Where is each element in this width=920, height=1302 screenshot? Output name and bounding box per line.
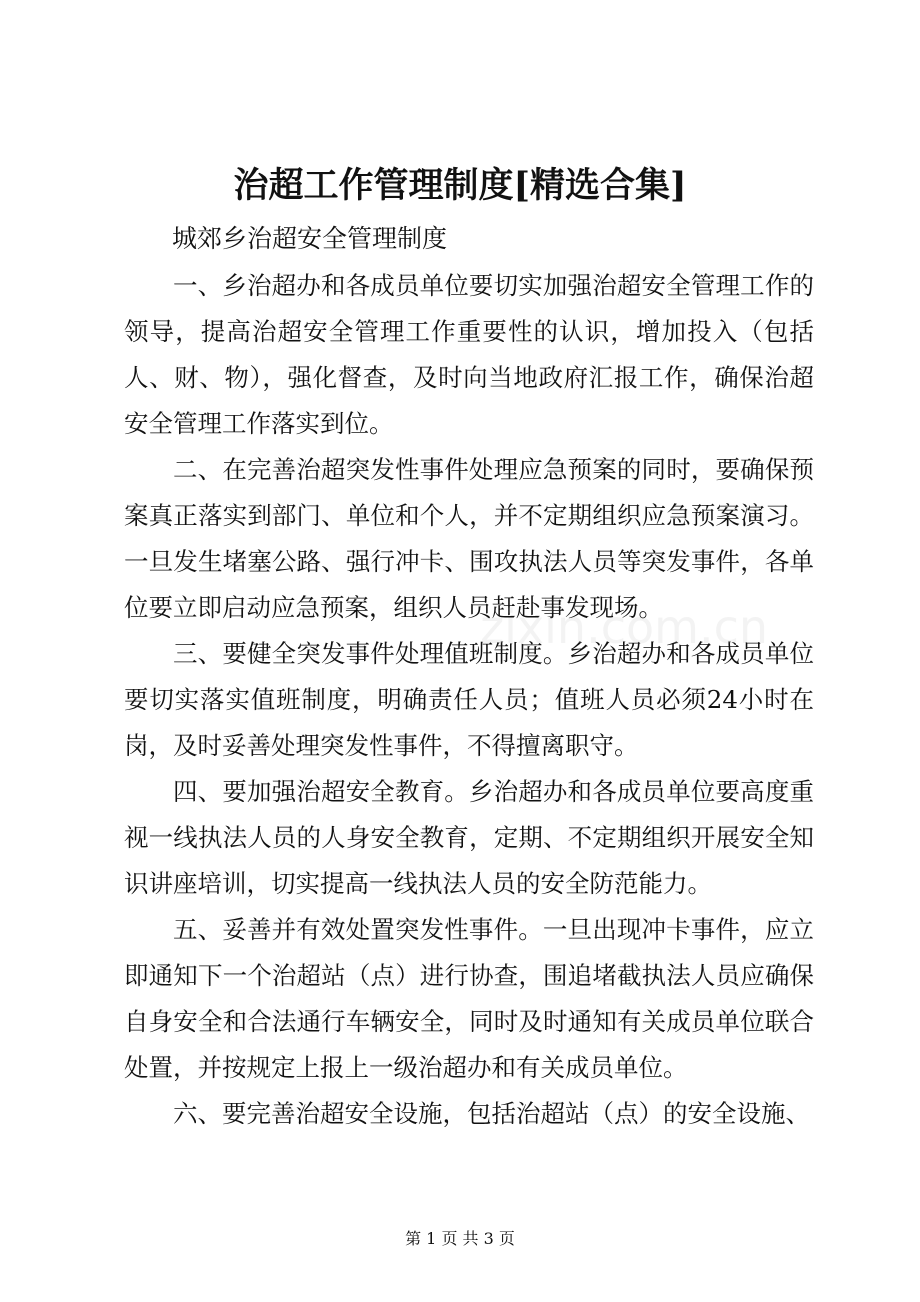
page-indicator: 第 1 页 共 3 页	[405, 1229, 515, 1248]
paragraph-5: 五、妥善并有效处置突发性事件。一旦出现冲卡事件，应立即通知下一个治超站（点）进行协查，围追堵截执法人员应确保自身安全和合法通行车辆安全，同时及时通知有关成员单位联合处置，并按规定上报上一级治超办和有关成员单位。	[124, 915, 814, 1082]
document-title: 治超工作管理制度[精选合集]	[233, 165, 687, 206]
paragraph-4: 四、要加强治超安全教育。乡治超办和各成员单位要高度重视一线执法人员的人身安全教育，定期、不定期组织开展安全知识讲座培训，切实提高一线执法人员的安全防范能力。	[124, 777, 814, 898]
paragraph-1: 一、乡治超办和各成员单位要切实加强治超安全管理工作的领导，提高治超安全管理工作重要性的认识，增加投入（包括人、财、物），强化督查，及时向当地政府汇报工作，确保治超安全管理工作落实到位。	[124, 271, 814, 438]
paragraph-2: 二、在完善治超突发性事件处理应急预案的同时，要确保预案真正落实到部门、单位和个人，并不定期组织应急预案演习。一旦发生堵塞公路、强行冲卡、围攻执法人员等突发事件，各单位要立即启动应急预案，组织人员赶赴事发现场。	[124, 455, 814, 622]
paragraph-6: 六、要完善治超安全设施，包括治超站（点）的安全设施、	[173, 1099, 810, 1128]
document-body	[124, 263, 814, 1137]
watermark: zixin.com.cn	[480, 600, 769, 654]
paragraph-3: 三、要健全突发事件处理值班制度。乡治超办和各成员单位要切实落实值班制度，明确责任人员；值班人员必须24小时在岗，及时妥善处理突发性事件，不得擅离职守。	[124, 639, 814, 760]
document-subtitle: 城郊乡治超安全管理制度	[172, 224, 448, 253]
